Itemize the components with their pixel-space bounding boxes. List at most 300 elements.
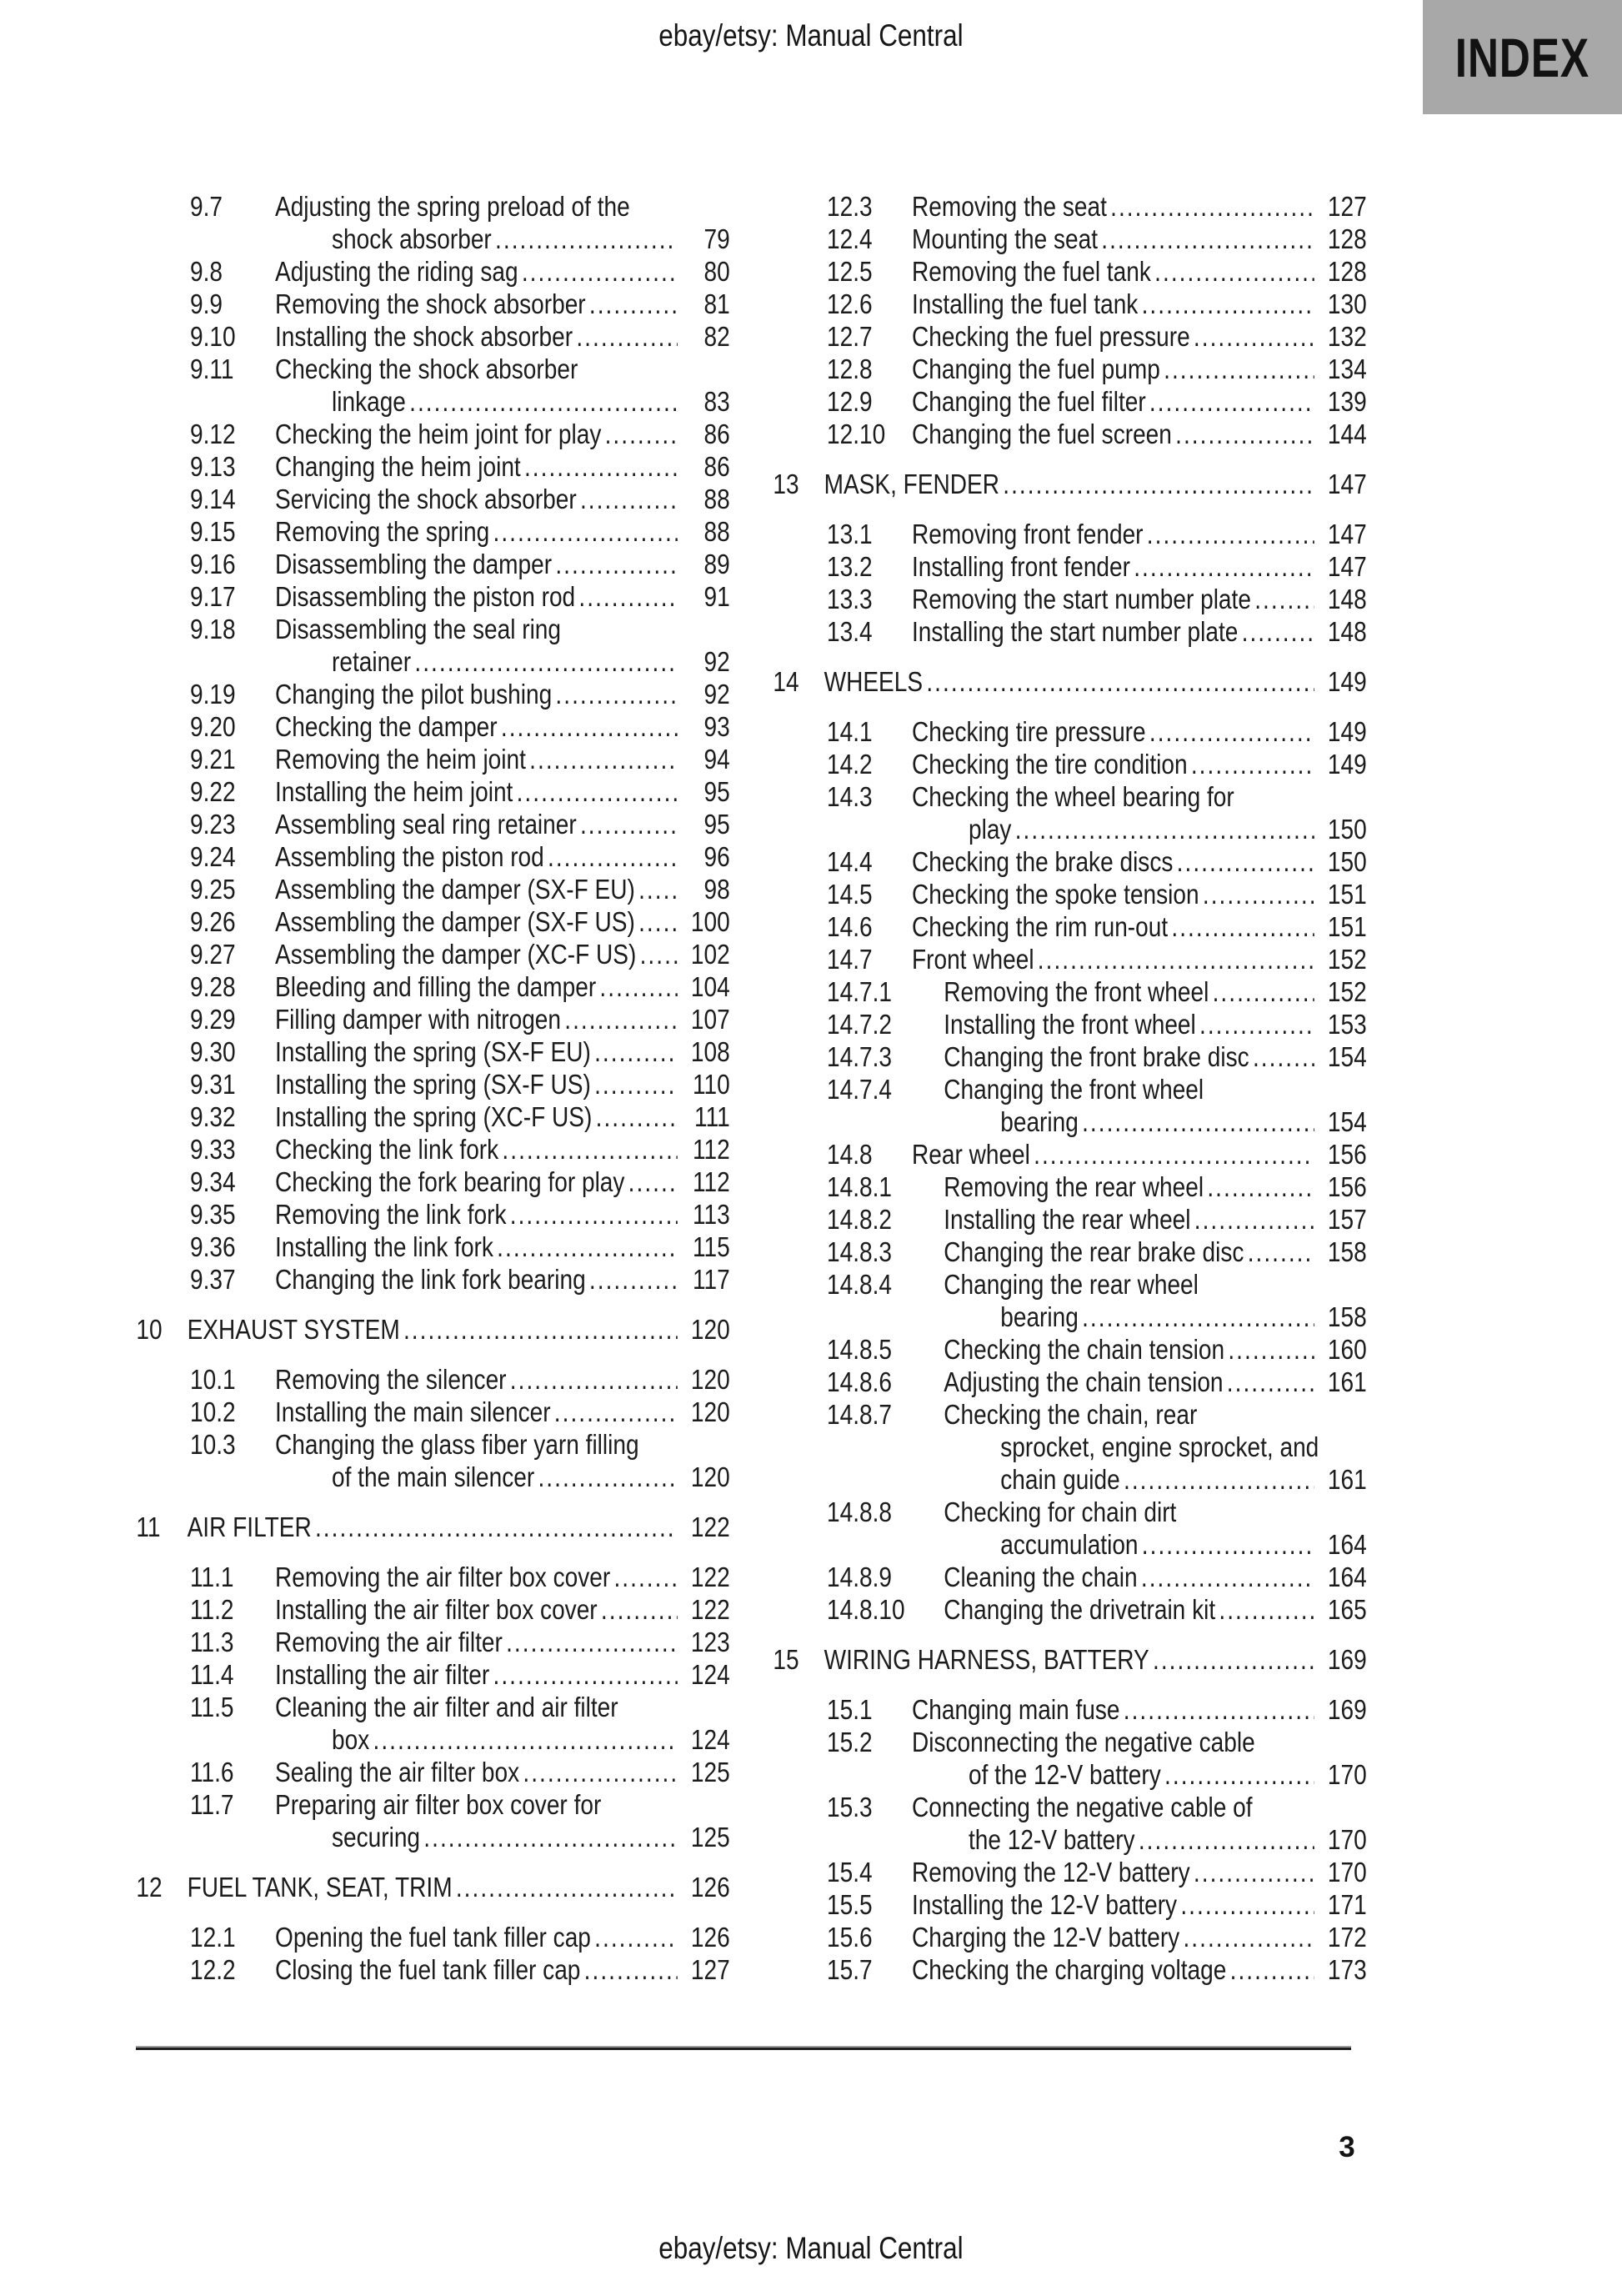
toc-entry-number: 12.5 bbox=[827, 256, 873, 287]
toc-entry-title: play bbox=[969, 814, 1012, 845]
toc-entry-row bbox=[770, 1040, 1367, 1073]
toc-page-number: 170 bbox=[1327, 1824, 1367, 1855]
toc-continuation-row bbox=[133, 223, 730, 255]
toc-entry-number: 15.1 bbox=[827, 1694, 873, 1725]
toc-entry-number: 11 bbox=[136, 1511, 161, 1542]
toc-section-row bbox=[133, 1313, 730, 1346]
dot-leader bbox=[613, 1561, 677, 1593]
toc-page-number: 149 bbox=[1327, 716, 1367, 747]
toc-entry-title: Removing the front wheel bbox=[944, 976, 1209, 1007]
toc-page-number: 152 bbox=[1327, 944, 1367, 975]
toc-section-row bbox=[770, 1643, 1367, 1676]
toc-entry-row bbox=[770, 1171, 1367, 1203]
toc-entry-row bbox=[133, 678, 730, 710]
dot-leader bbox=[1082, 1105, 1314, 1138]
toc-entry-row bbox=[133, 1691, 730, 1723]
toc-entry-title: Changing the front brake disc bbox=[944, 1041, 1249, 1072]
toc-entry-title: Installing the main silencer bbox=[275, 1396, 551, 1427]
toc-continuation-row bbox=[770, 1758, 1367, 1791]
toc-entry-number: 14.7.4 bbox=[827, 1074, 892, 1105]
toc-entry-row bbox=[133, 1396, 730, 1428]
toc-entry-number: 9.31 bbox=[190, 1069, 236, 1100]
dot-leader bbox=[495, 223, 678, 255]
toc-entry-title: AIR FILTER bbox=[187, 1511, 312, 1542]
toc-entry-title: Removing the link fork bbox=[275, 1199, 507, 1230]
toc-entry-row bbox=[133, 905, 730, 938]
toc-page-number: 149 bbox=[1327, 749, 1367, 780]
toc-entry-title: Removing the rear wheel bbox=[944, 1171, 1204, 1202]
toc-page-number: 93 bbox=[703, 711, 730, 742]
dot-leader bbox=[373, 1723, 677, 1756]
toc-page-number: 112 bbox=[692, 1166, 730, 1197]
toc-entry-title: Cleaning the air filter and air filter bbox=[275, 1692, 618, 1722]
toc-entry-title: Checking the damper bbox=[275, 711, 498, 742]
toc-page-number: 83 bbox=[703, 386, 730, 417]
toc-entry-row bbox=[133, 1133, 730, 1166]
toc-page-number: 127 bbox=[690, 1954, 730, 1985]
page-number: 3 bbox=[1339, 2131, 1355, 2163]
toc-entry-title: Charging the 12-V battery bbox=[912, 1922, 1180, 1953]
dot-leader bbox=[1147, 518, 1314, 550]
dot-leader bbox=[1142, 1528, 1314, 1561]
toc-entry-title: Removing the fuel tank bbox=[912, 256, 1151, 287]
toc-page-number: 147 bbox=[1327, 469, 1367, 499]
toc-entry-row bbox=[770, 615, 1367, 648]
dot-leader bbox=[1154, 255, 1314, 288]
toc-entry-number: 14.8.6 bbox=[827, 1366, 892, 1397]
toc-page-number: 89 bbox=[703, 549, 730, 579]
toc-entry-number: 12.3 bbox=[827, 191, 873, 222]
toc-entry-number: 14.8 bbox=[827, 1139, 873, 1170]
dot-leader bbox=[1164, 1758, 1314, 1791]
toc-entry-number: 14.7.2 bbox=[827, 1009, 892, 1040]
toc-entry-number: 9.8 bbox=[190, 256, 223, 287]
toc-continuation-row bbox=[770, 813, 1367, 845]
toc-entry-row bbox=[133, 483, 730, 515]
toc-entry-title: Adjusting the riding sag bbox=[275, 256, 518, 287]
dot-leader bbox=[1101, 223, 1314, 255]
dot-leader bbox=[1213, 975, 1314, 1008]
toc-entry-number: 11.4 bbox=[190, 1659, 234, 1690]
toc-entry-title: Removing the air filter bbox=[275, 1627, 503, 1657]
toc-entry-title: Sealing the air filter box bbox=[275, 1757, 520, 1787]
toc-page-number: 139 bbox=[1327, 386, 1367, 417]
toc-entry-title: Installing the link fork bbox=[275, 1231, 493, 1262]
toc-entry-title: FUEL TANK, SEAT, TRIM bbox=[187, 1872, 453, 1902]
toc-entry-title: Changing the fuel pump bbox=[912, 353, 1160, 384]
toc-entry-title: Changing the glass fiber yarn filling bbox=[275, 1429, 639, 1460]
toc-entry-row bbox=[770, 715, 1367, 748]
toc-entry-row bbox=[770, 1236, 1367, 1268]
toc-page-number: 147 bbox=[1327, 519, 1367, 549]
toc-entry-number: 9.22 bbox=[190, 776, 236, 807]
toc-page-number: 92 bbox=[703, 646, 730, 677]
toc-entry-number: 10 bbox=[136, 1314, 163, 1345]
toc-entry-row bbox=[770, 748, 1367, 780]
toc-entry-row bbox=[770, 1333, 1367, 1366]
toc-entry-title: Removing the shock absorber bbox=[275, 288, 586, 319]
toc-entry-row bbox=[770, 1726, 1367, 1758]
toc-entry-row bbox=[133, 1198, 730, 1231]
toc-entry-row bbox=[770, 190, 1367, 223]
toc-entry-number: 11.2 bbox=[190, 1594, 234, 1625]
toc-continuation-row bbox=[133, 645, 730, 678]
footer-title: ebay/etsy: Manual Central bbox=[658, 2231, 964, 2265]
dot-leader bbox=[926, 665, 1314, 698]
toc-entry-number: 15.5 bbox=[827, 1889, 873, 1920]
toc-page-number: 151 bbox=[1327, 879, 1367, 910]
toc-entry-number: 9.18 bbox=[190, 614, 236, 644]
toc-section-row bbox=[133, 1871, 730, 1903]
dot-leader bbox=[638, 873, 678, 905]
toc-entry-row bbox=[133, 1100, 730, 1133]
dot-leader bbox=[628, 1166, 678, 1198]
dot-leader bbox=[497, 1231, 678, 1263]
toc-entry-number: 14.8.3 bbox=[827, 1236, 892, 1267]
toc-entry-number: 9.30 bbox=[190, 1036, 236, 1067]
toc-entry-title: Assembling the damper (SX-F US) bbox=[275, 906, 635, 937]
dot-leader bbox=[510, 1363, 678, 1396]
toc-entry-number: 9.20 bbox=[190, 711, 236, 742]
toc-entry-row bbox=[770, 1791, 1367, 1823]
toc-entry-row bbox=[133, 288, 730, 320]
toc-entry-title: Removing front fender bbox=[912, 519, 1144, 549]
toc-entry-number: 9.28 bbox=[190, 971, 236, 1002]
toc-entry-title: Removing the spring bbox=[275, 516, 490, 547]
dot-leader bbox=[1180, 1888, 1314, 1921]
toc-page-number: 153 bbox=[1327, 1009, 1367, 1040]
dot-leader bbox=[589, 1263, 678, 1296]
toc-entry-number: 9.35 bbox=[190, 1199, 236, 1230]
toc-entry-number: 14.7 bbox=[827, 944, 873, 975]
toc-entry-number: 9.16 bbox=[190, 549, 236, 579]
toc-entry-row bbox=[133, 1593, 730, 1626]
toc-entry-row bbox=[133, 840, 730, 873]
toc-entry-title: Connecting the negative cable of bbox=[912, 1792, 1253, 1822]
dot-leader bbox=[1124, 1693, 1314, 1726]
toc-entry-number: 9.12 bbox=[190, 419, 236, 449]
dot-leader bbox=[522, 255, 678, 288]
toc-entry-row bbox=[770, 1921, 1367, 1953]
toc-entry-number: 14.8.7 bbox=[827, 1399, 892, 1430]
toc-entry-number: 9.7 bbox=[190, 191, 223, 222]
toc-entry-title: Checking the brake discs bbox=[912, 846, 1174, 877]
toc-entry-title: Installing the heim joint bbox=[275, 776, 513, 807]
toc-entry-title: Installing the spring (SX-F US) bbox=[275, 1069, 591, 1100]
toc-entry-title: Disconnecting the negative cable bbox=[912, 1727, 1255, 1757]
toc-entry-number: 14 bbox=[773, 666, 799, 697]
dot-leader bbox=[1194, 1203, 1314, 1236]
toc-entry-number: 12.1 bbox=[190, 1922, 236, 1953]
toc-page-number: 158 bbox=[1327, 1301, 1367, 1332]
toc-page-number: 148 bbox=[1327, 616, 1367, 647]
toc-page-number: 147 bbox=[1327, 551, 1367, 582]
toc-entry-number: 15.6 bbox=[827, 1922, 873, 1953]
toc-entry-title: Checking the chain tension bbox=[944, 1334, 1225, 1365]
dot-leader bbox=[594, 1035, 678, 1068]
toc-page-number: 169 bbox=[1327, 1694, 1367, 1725]
dot-leader bbox=[1194, 320, 1314, 353]
toc-entry-title: Assembling the piston rod bbox=[275, 841, 544, 872]
toc-column-left bbox=[133, 190, 730, 1986]
dot-leader bbox=[1003, 468, 1314, 500]
toc-page-number: 151 bbox=[1327, 911, 1367, 942]
toc-entry-number: 15 bbox=[773, 1644, 799, 1675]
dot-leader bbox=[554, 1396, 678, 1428]
dot-leader bbox=[493, 515, 678, 548]
toc-entry-row bbox=[133, 938, 730, 970]
toc-page-number: 160 bbox=[1327, 1334, 1367, 1365]
toc-entry-number: 13 bbox=[773, 469, 799, 499]
toc-entry-row bbox=[133, 1428, 730, 1461]
toc-entry-title: Adjusting the chain tension bbox=[944, 1366, 1224, 1397]
toc-entry-title: Changing the fuel screen bbox=[912, 419, 1172, 449]
toc-page-number: 94 bbox=[703, 744, 730, 775]
toc-page-number: 125 bbox=[690, 1757, 730, 1787]
toc-entry-row bbox=[133, 418, 730, 450]
toc-entry-title: Preparing air filter box cover for bbox=[275, 1789, 602, 1820]
toc-entry-row bbox=[770, 1366, 1367, 1398]
dot-leader bbox=[414, 645, 677, 678]
toc-entry-title: Disassembling the damper bbox=[275, 549, 553, 579]
toc-page-number: 154 bbox=[1327, 1106, 1367, 1137]
dot-leader bbox=[1227, 1366, 1314, 1398]
toc-entry-row bbox=[770, 1953, 1367, 1986]
dot-leader bbox=[564, 1003, 678, 1035]
toc-entry-number: 12.10 bbox=[827, 419, 886, 449]
toc-entry-row bbox=[133, 353, 730, 385]
toc-entry-row bbox=[133, 1953, 730, 1986]
toc-entry-title: Changing the heim joint bbox=[275, 451, 521, 482]
toc-entry-number: 15.7 bbox=[827, 1954, 873, 1985]
toc-entry-number: 9.26 bbox=[190, 906, 236, 937]
dot-leader bbox=[409, 385, 678, 418]
dot-leader bbox=[605, 418, 678, 450]
toc-entry-number: 15.4 bbox=[827, 1857, 873, 1887]
dot-leader bbox=[1175, 418, 1314, 450]
dot-leader bbox=[1207, 1171, 1314, 1203]
toc-entry-title: Closing the fuel tank filler cap bbox=[275, 1954, 581, 1985]
toc-entry-title: Assembling seal ring retainer bbox=[275, 809, 577, 840]
toc-page-number: 120 bbox=[690, 1461, 730, 1492]
toc-entry-title: Disassembling the seal ring bbox=[275, 614, 562, 644]
toc-entry-number: 9.17 bbox=[190, 581, 236, 612]
toc-page-number: 125 bbox=[690, 1822, 730, 1852]
toc-entry-title: Rear wheel bbox=[912, 1139, 1030, 1170]
toc-entry-title: Servicing the shock absorber bbox=[275, 484, 577, 514]
toc-entry-number: 9.25 bbox=[190, 874, 236, 905]
toc-entry-title: Checking the shock absorber bbox=[275, 353, 578, 384]
toc-continuation-row bbox=[770, 1823, 1367, 1856]
toc-page-number: 115 bbox=[692, 1231, 730, 1262]
toc-entry-row bbox=[133, 1788, 730, 1821]
toc-entry-row bbox=[133, 255, 730, 288]
toc-page-number: 150 bbox=[1327, 814, 1367, 845]
toc-entry-row bbox=[133, 743, 730, 775]
toc-page-number: 149 bbox=[1327, 666, 1367, 697]
toc-entry-number: 14.7.1 bbox=[827, 976, 892, 1007]
toc-entry-title: of the 12-V battery bbox=[969, 1759, 1161, 1790]
dot-leader bbox=[1082, 1301, 1314, 1333]
dot-leader bbox=[510, 1198, 678, 1231]
toc-entry-title: Changing the rear wheel bbox=[944, 1269, 1199, 1300]
toc-page-number: 102 bbox=[690, 939, 730, 970]
toc-entry-title: Checking the link fork bbox=[275, 1134, 499, 1165]
dot-leader bbox=[584, 1953, 678, 1986]
toc-entry-number: 14.7.3 bbox=[827, 1041, 892, 1072]
dot-leader bbox=[1228, 1333, 1314, 1366]
toc-entry-title: of the main silencer bbox=[332, 1461, 535, 1492]
toc-entry-number: 14.8.4 bbox=[827, 1269, 892, 1300]
dot-leader bbox=[1219, 1593, 1314, 1626]
toc-continuation-row bbox=[133, 385, 730, 418]
dot-leader bbox=[601, 1593, 678, 1626]
dot-leader bbox=[1134, 550, 1314, 583]
dot-leader bbox=[1141, 1561, 1314, 1593]
toc-entry-row bbox=[133, 808, 730, 840]
toc-entry-number: 12 bbox=[136, 1872, 163, 1902]
dot-leader bbox=[1230, 1953, 1314, 1986]
toc-entry-title: Checking the tire condition bbox=[912, 749, 1188, 780]
toc-entry-title: Checking for chain dirt bbox=[944, 1496, 1177, 1527]
toc-entry-number: 9.23 bbox=[190, 809, 236, 840]
toc-page-number: 122 bbox=[690, 1562, 730, 1592]
toc-entry-row bbox=[770, 550, 1367, 583]
toc-entry-title: Removing the start number plate bbox=[912, 584, 1251, 614]
dot-leader bbox=[1149, 715, 1314, 748]
toc-entry-number: 15.3 bbox=[827, 1792, 873, 1822]
toc-entry-title: Installing the front wheel bbox=[944, 1009, 1196, 1040]
dot-leader bbox=[580, 483, 678, 515]
toc-entry-number: 13.3 bbox=[827, 584, 873, 614]
toc-entry-row bbox=[133, 1561, 730, 1593]
toc-entry-number: 11.7 bbox=[190, 1789, 234, 1820]
toc-entry-title: Checking tire pressure bbox=[912, 716, 1146, 747]
toc-entry-number: 9.13 bbox=[190, 451, 236, 482]
toc-page-number: 161 bbox=[1327, 1366, 1367, 1397]
toc-entry-title: Checking the wheel bearing for bbox=[912, 781, 1234, 812]
toc-page-number: 122 bbox=[690, 1511, 730, 1542]
toc-entry-number: 13.4 bbox=[827, 616, 873, 647]
toc-entry-title: Changing the link fork bearing bbox=[275, 1264, 586, 1295]
dot-leader bbox=[1038, 943, 1314, 975]
toc-entry-number: 14.8.10 bbox=[827, 1594, 905, 1625]
toc-entry-number: 9.19 bbox=[190, 679, 236, 709]
dot-leader bbox=[1177, 845, 1314, 878]
toc-entry-number: 14.2 bbox=[827, 749, 873, 780]
toc-entry-row bbox=[133, 710, 730, 743]
toc-entry-title: WHEELS bbox=[824, 666, 924, 697]
dot-leader bbox=[1142, 288, 1314, 320]
toc-entry-row bbox=[770, 780, 1367, 813]
toc-entry-row bbox=[133, 1756, 730, 1788]
toc-continuation-row bbox=[770, 1463, 1367, 1496]
toc-entry-number: 9.9 bbox=[190, 288, 223, 319]
toc-entry-number: 11.5 bbox=[190, 1692, 234, 1722]
toc-entry-row bbox=[133, 320, 730, 353]
toc-entry-number: 9.37 bbox=[190, 1264, 236, 1295]
page-footer bbox=[0, 2231, 1622, 2266]
toc-page-number: 164 bbox=[1327, 1529, 1367, 1560]
dot-leader bbox=[594, 1921, 678, 1953]
toc-entry-row bbox=[770, 518, 1367, 550]
toc-entry-number: 14.8.5 bbox=[827, 1334, 892, 1365]
dot-leader bbox=[594, 1068, 678, 1100]
toc-entry-number: 14.4 bbox=[827, 846, 873, 877]
header-title: ebay/etsy: Manual Central bbox=[658, 18, 964, 53]
dot-leader bbox=[555, 548, 677, 580]
dot-leader bbox=[456, 1871, 678, 1903]
toc-section-row bbox=[770, 468, 1367, 500]
dot-leader bbox=[589, 288, 678, 320]
toc-entry-row bbox=[770, 320, 1367, 353]
toc-section-row bbox=[133, 1511, 730, 1543]
toc-entry-row bbox=[133, 1626, 730, 1658]
toc-entry-number: 9.15 bbox=[190, 516, 236, 547]
dot-leader bbox=[640, 938, 678, 970]
toc-page-number: 150 bbox=[1327, 846, 1367, 877]
toc-entry-row bbox=[770, 1561, 1367, 1593]
toc-entry-number: 12.6 bbox=[827, 288, 873, 319]
dot-leader bbox=[315, 1511, 678, 1543]
dot-leader bbox=[1015, 813, 1314, 845]
toc-entry-title: MASK, FENDER bbox=[824, 469, 1000, 499]
toc-entry-title: Checking the fork bearing for play bbox=[275, 1166, 625, 1197]
toc-page-number: 157 bbox=[1327, 1204, 1367, 1235]
dot-leader bbox=[1194, 1856, 1314, 1888]
toc-entry-title: Mounting the seat bbox=[912, 223, 1098, 254]
dot-leader bbox=[580, 808, 678, 840]
toc-entry-number: 14.8.1 bbox=[827, 1171, 892, 1202]
toc-page-number: 171 bbox=[1327, 1889, 1367, 1920]
toc-page-number: 158 bbox=[1327, 1236, 1367, 1267]
toc-entry-row bbox=[770, 1008, 1367, 1040]
toc-entry-title: Installing the rear wheel bbox=[944, 1204, 1191, 1235]
toc-entry-row bbox=[133, 1921, 730, 1953]
toc-entry-number: 14.8.9 bbox=[827, 1562, 892, 1592]
toc-entry-title: Checking the fuel pressure bbox=[912, 321, 1190, 352]
toc-entry-title: Adjusting the spring preload of the bbox=[275, 191, 630, 222]
toc-entry-title: Installing the start number plate bbox=[912, 616, 1239, 647]
dot-leader bbox=[1139, 1823, 1314, 1856]
toc-continuation-row bbox=[133, 1461, 730, 1493]
toc-page-number: 104 bbox=[690, 971, 730, 1002]
toc-entry-title: Removing the air filter box cover bbox=[275, 1562, 611, 1592]
toc-entry-title: Removing the 12-V battery bbox=[912, 1857, 1190, 1887]
toc-entry-row bbox=[133, 1003, 730, 1035]
toc-entry-number: 13.2 bbox=[827, 551, 873, 582]
dot-leader bbox=[599, 970, 677, 1003]
dot-leader bbox=[548, 840, 678, 873]
index-tab-label: INDEX bbox=[1454, 26, 1590, 88]
toc-entry-number: 10.2 bbox=[190, 1396, 236, 1427]
toc-entry-row bbox=[770, 385, 1367, 418]
toc-entry-title: EXHAUST SYSTEM bbox=[187, 1314, 400, 1345]
toc-entry-row bbox=[770, 943, 1367, 975]
toc-entry-row bbox=[770, 1268, 1367, 1301]
toc-entry-title: Installing the fuel tank bbox=[912, 288, 1139, 319]
dot-leader bbox=[1191, 748, 1314, 780]
toc-entry-row bbox=[133, 775, 730, 808]
toc-page-number: 120 bbox=[690, 1364, 730, 1395]
toc-page-number: 124 bbox=[690, 1724, 730, 1755]
toc-page-number: 156 bbox=[1327, 1139, 1367, 1170]
toc-page-number: 120 bbox=[690, 1314, 730, 1345]
toc-entry-row bbox=[133, 1035, 730, 1068]
toc-entry-row bbox=[770, 1203, 1367, 1236]
dot-leader bbox=[555, 678, 677, 710]
dot-leader bbox=[538, 1461, 677, 1493]
